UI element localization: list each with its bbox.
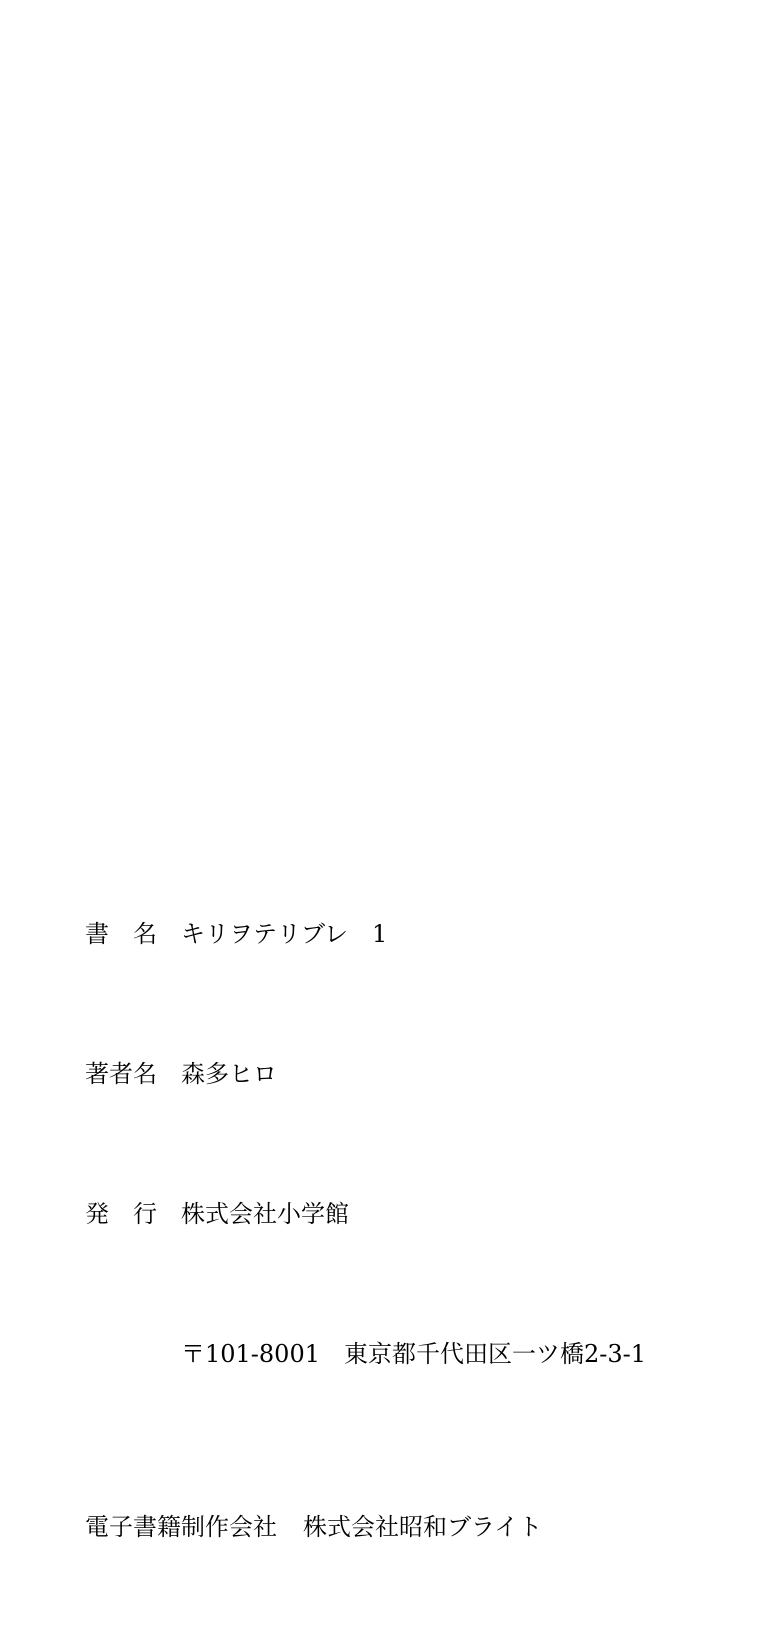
publisher-address-value: 〒101-8001 東京都千代田区一ツ橋2-3-1 — [181, 1340, 647, 1368]
publisher-address-label — [85, 1337, 157, 1372]
author-row — [85, 1057, 646, 1092]
author-value: 森多ヒロ — [181, 1060, 277, 1088]
author-label: 著者名 — [85, 1060, 157, 1088]
colophon-block — [85, 812, 646, 1650]
ebook-producer-label: 電子書籍制作会社 — [85, 1513, 277, 1541]
publisher-row — [85, 1197, 646, 1232]
publisher-value: 株式会社小学館 — [181, 1200, 349, 1228]
book-title-row — [85, 917, 646, 952]
ebook-producer-row — [85, 1510, 646, 1545]
ebook-producer-value: 株式会社昭和ブライト — [303, 1513, 543, 1541]
book-title-label: 書 名 — [85, 920, 157, 948]
publisher-label: 発 行 — [85, 1200, 157, 1228]
publisher-address-row — [85, 1337, 646, 1372]
book-title-value: キリヲテリブレ 1 — [181, 920, 388, 948]
